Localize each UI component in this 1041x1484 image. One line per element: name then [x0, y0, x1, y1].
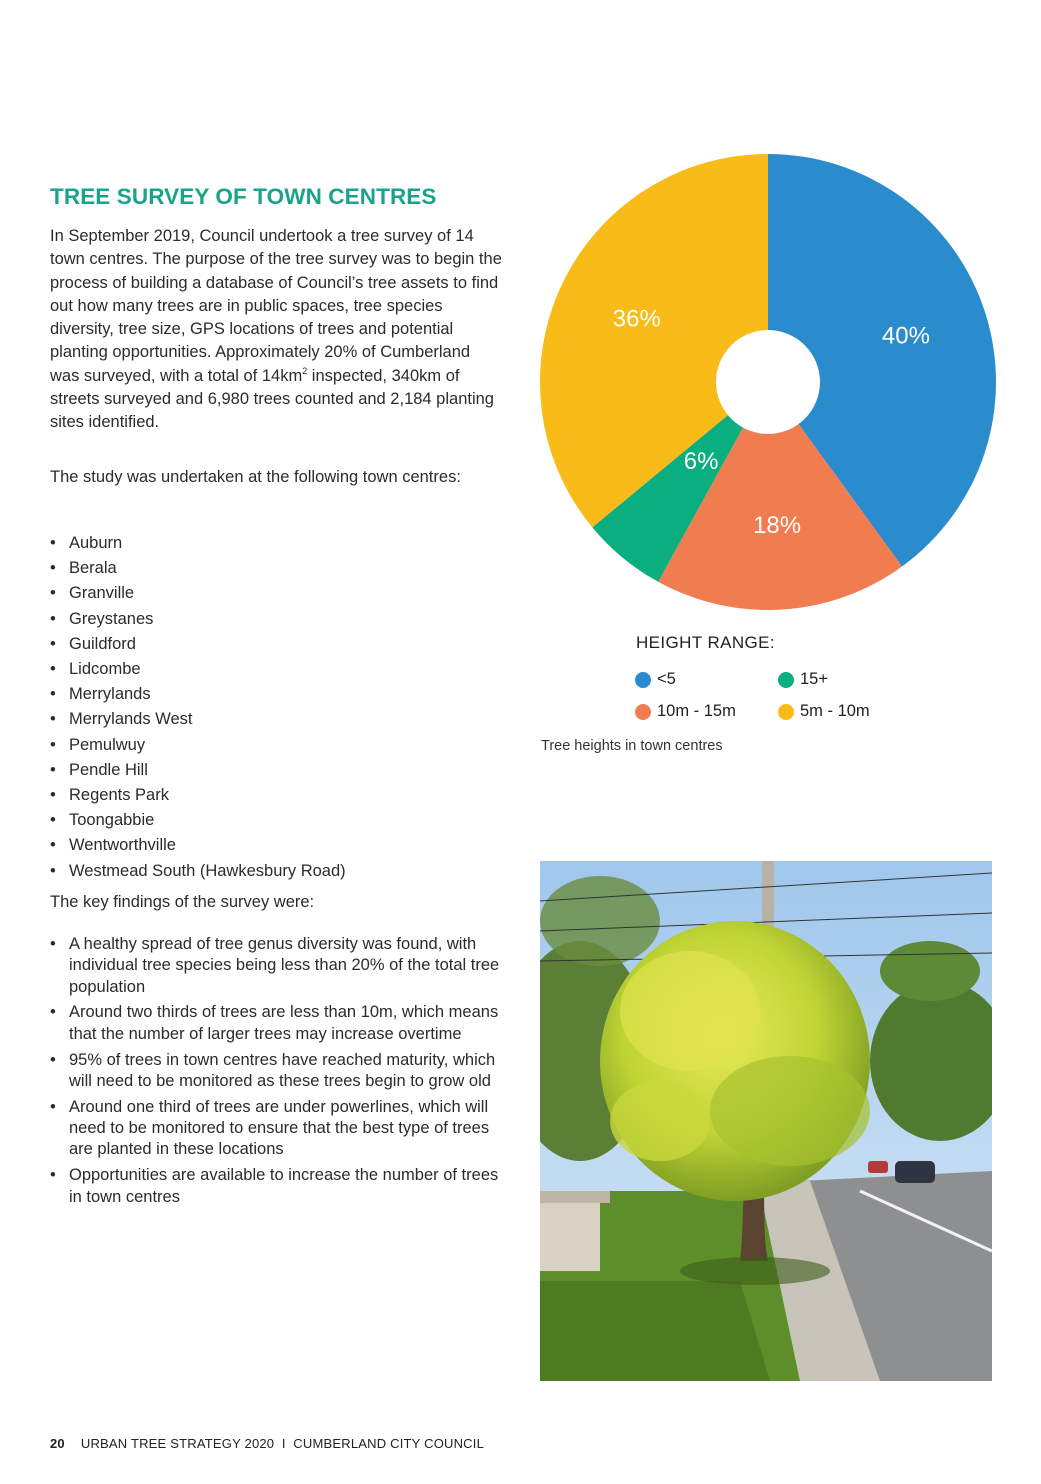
- legend-swatch-yellow: [778, 704, 794, 720]
- donut-hole: [716, 330, 820, 434]
- height-range-donut-chart: [536, 150, 1000, 614]
- legend-swatch-blue: [635, 672, 651, 688]
- list-item: • Westmead South (Hawkesbury Road): [50, 859, 502, 884]
- pie-data-label: 36%: [612, 305, 661, 333]
- list-item: • Pemulwuy: [50, 733, 502, 758]
- pie-data-label: 40%: [881, 322, 930, 350]
- list-item: • Greystanes: [50, 607, 502, 632]
- street-tree-photo: [540, 861, 992, 1381]
- finding-item: • Around one third of trees are under powerlines, which will need to be monitored to ensure that the best type of trees are planted in these locations: [50, 1097, 502, 1161]
- finding-item: • Opportunities are available to increase the number of trees in town centres: [50, 1165, 502, 1208]
- findings-list: [50, 934, 502, 1213]
- legend-title: HEIGHT RANGE:: [636, 633, 776, 652]
- town-centres-list: [50, 531, 502, 884]
- finding-item: • A healthy spread of tree genus diversity was found, with individual tree species being less than 20% of the total tree population: [50, 934, 502, 998]
- legend-item-5-10: [778, 702, 870, 721]
- list-item: • Berala: [50, 556, 502, 581]
- intro-text-end: inspected, 340km of streets surveyed and 6,980 trees counted and 2,184 planting sites identified.: [50, 366, 494, 432]
- tree-photo-illustration: [540, 861, 992, 1381]
- pie-data-label: 6%: [683, 448, 719, 476]
- findings-lead: The key findings of the survey were:: [50, 893, 315, 911]
- legend-label: 10m - 15m: [657, 702, 736, 720]
- intro-paragraph: [50, 225, 502, 435]
- section-title: TREE SURVEY OF TOWN CENTRES: [50, 184, 437, 209]
- list-item: • Auburn: [50, 531, 502, 556]
- list-item: • Pendle Hill: [50, 758, 502, 783]
- list-item: • Merrylands West: [50, 707, 502, 732]
- list-item: • Granville: [50, 581, 502, 606]
- legend-item-15plus: [778, 670, 828, 689]
- legend-label: 15+: [800, 670, 828, 688]
- legend-item-lt5: [635, 670, 676, 689]
- legend-label: <5: [657, 670, 676, 688]
- legend-item-10-15: [635, 702, 736, 721]
- intro-text: In September 2019, Council undertook a tree survey of 14 town centres. The purpose of the tree survey was to begin the process of building a database of Council’s tree assets to find out how many trees are in public spaces, tree species diversity, tree size, GPS locations of trees and potential planting opportunities. Approximately 20% of Cumberland was surveyed, with a total of 14km: [50, 227, 502, 385]
- finding-item: • Around two thirds of trees are less than 10m, which means that the number of larger trees may increase overtime: [50, 1002, 502, 1045]
- page-number: 20: [50, 1436, 65, 1451]
- list-item: • Toongabbie: [50, 808, 502, 833]
- list-item: • Lidcombe: [50, 657, 502, 682]
- list-item: • Regents Park: [50, 783, 502, 808]
- chart-caption: Tree heights in town centres: [541, 738, 723, 754]
- list-item: • Guildford: [50, 632, 502, 657]
- study-lead: The study was undertaken at the following town centres:: [50, 468, 461, 486]
- superscript: 2: [302, 365, 308, 376]
- page-footer: [50, 1436, 484, 1451]
- pie-data-label: 18%: [753, 512, 802, 540]
- legend-swatch-orange: [635, 704, 651, 720]
- legend-swatch-green: [778, 672, 794, 688]
- finding-item: • 95% of trees in town centres have reached maturity, which will need to be monitored as these trees begin to grow old: [50, 1050, 502, 1093]
- list-item: • Merrylands: [50, 682, 502, 707]
- footer-text: URBAN TREE STRATEGY 2020 I CUMBERLAND CITY COUNCIL: [80, 1436, 485, 1451]
- list-item: • Wentworthville: [50, 833, 502, 858]
- legend-label: 5m - 10m: [800, 702, 870, 720]
